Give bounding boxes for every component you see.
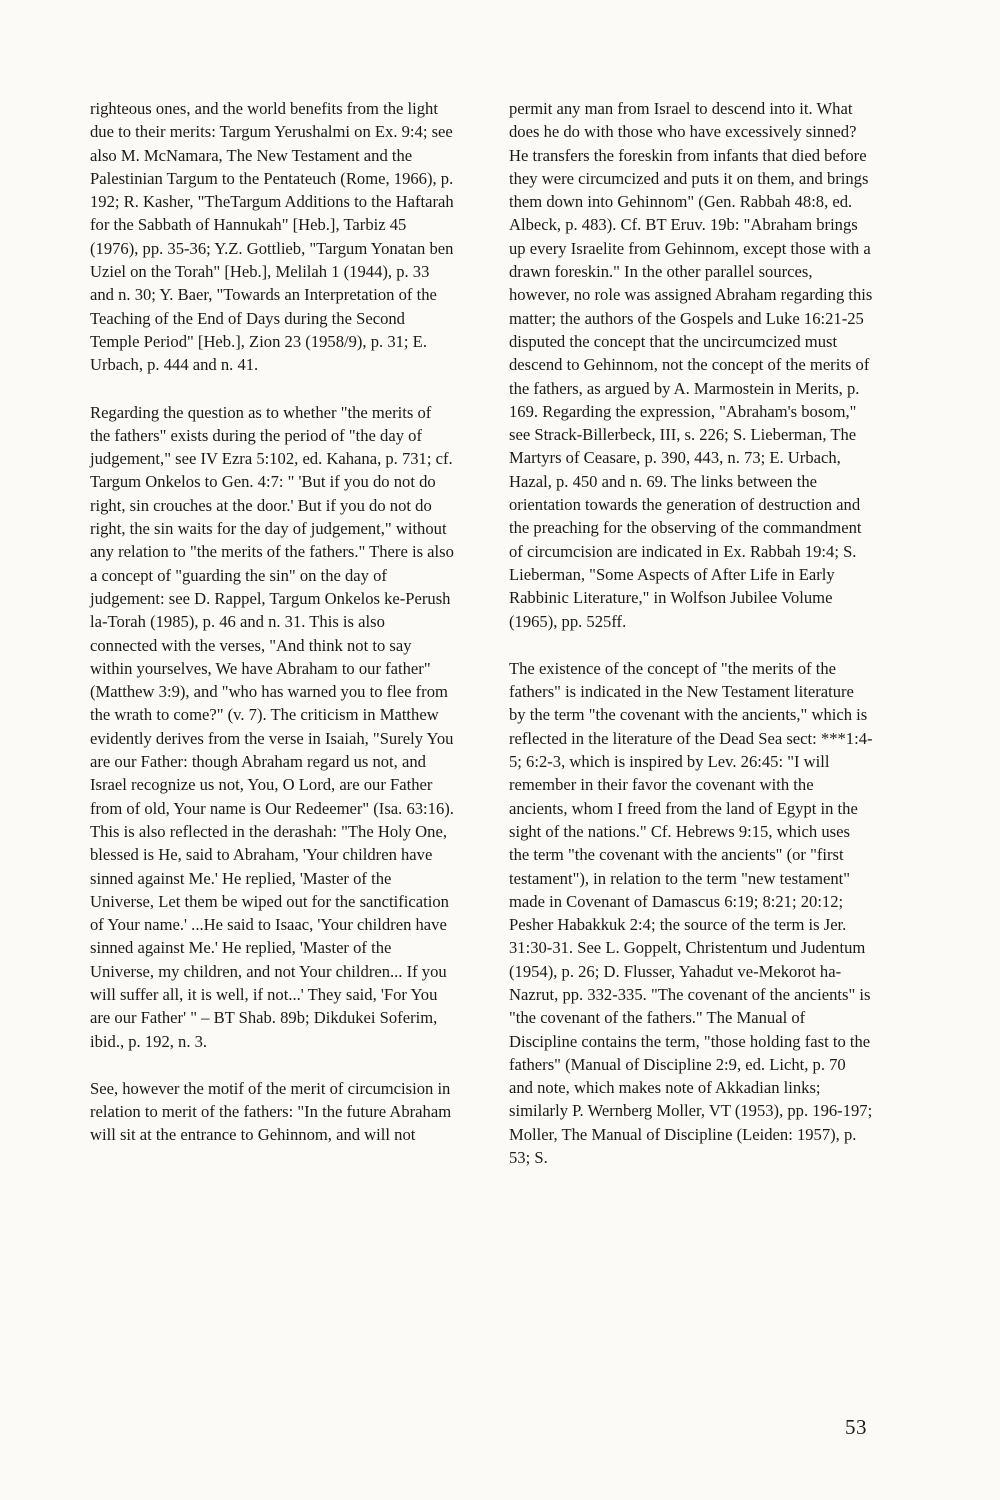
footnote-paragraph: See, however the motif of the merit of circumcision in relation to merit of the fathers: "In the future Abraham will sit at the entrance to Gehinnom, and will not — [90, 1078, 452, 1145]
footnote-paragraph: The existence of the concept of "the merits of the fathers" is indicated in the New Testament literature by the term "the covenant with the ancients," which is reflected in the literature of the Dead Sea sect: ***1:4-5; 6:2-3, which is inspired by Lev. 26:45: "I will remember in their favor the covenant with the ancients, whom I freed from the land of Egypt in the sight of the nations." Cf. Hebrews 9:15, which uses the term "the covenant with the ancients" (or "first testament"), in relation to the term "new testament" made in Covenant of Damascus 6:19; 8:21; 20:12; Pesher Habakkuk 2:4; the source of the term is Jer. 31:30-31. See L. Goppelt, Christentum und Judentum (1954), p. 26; D. Flusser, Yahadut ve-Mekorot ha-Nazrut, pp. 332-335. "The covenant of the ancients" is "the covenant of the fathers." The Manual of Discipline contains the term, "those holding fast to the fathers" (Manual of Discipline 2:9, ed. Licht, p. 70 and note, which makes note of Akkadian links; similarly P. Wernberg Moller, VT (1953), pp. 196-197; Moller, The Manual of Discipline (Leiden: 1957), p. 53; S. — [509, 658, 873, 1168]
footnote-paragraph: righteous ones, and the world benefits from the light due to their merits: Targum Yerushalmi on Ex. 9:4; see also M. McNamara, The New Testament and the Palestinian Targum to the Pentateuch (Rome, 1966), p. 192; R. Kasher, "TheTargum Additions to the Haftarah for the Sabbath of Hannukah" [Heb.], Tarbiz 45 (1976), pp. 35-36; Y.Z. Gottlieb, "Targum Yonatan ben Uziel on the Torah" [Heb.], Melilah 1 (1944), p. 33 and n. 30; Y. Baer, "Towards an Interpretation of the Teaching of the End of Days during the Second Temple Period" [Heb.], Zion 23 (1958/9), p. 31; E. Urbach, p. 444 and n. 41. — [90, 99, 454, 375]
footnote-paragraph: permit any man from Israel to descend into it. What does he do with those who have excessively sinned? He transfers the foreskin from infants that died before they were circumcized and puts it on them, and brings them down into Gehinnom" (Gen. Rabbah 48:8, ed. Albeck, p. 483). Cf. BT Eruv. 19b: "Abraham brings up every Israelite from Gehinnom, except those with a drawn foreskin." In the other parallel sources, however, no role was assigned Abraham regarding this matter; the authors of the Gospels and Luke 16:21-25 disputed the concept that the uncircumcized must descend to Gehinnom, not the concept of the merits of the fathers, as argued by A. Marmostein in Merits, p. 169. Regarding the expression, "Abraham's bosom," see Strack-Billerbeck, III, s. 226; S. Lieberman, The Martyrs of Ceasare, p. 390, 443, n. 73; E. Urbach, Hazal, p. 450 and n. 69. The links between the orientation towards the generation of destruction and the preaching for the observing of the commandment of circumcision are indicated in Ex. Rabbah 19:4; S. Lieberman, "Some Aspects of After Life in Early Rabbinic Literature," in Wolfson Jubilee Volume (1965), pp. 525ff. — [509, 99, 873, 631]
right-column — [509, 97, 873, 1169]
page-number: 53 — [845, 1415, 867, 1439]
left-column — [90, 97, 454, 1147]
footnote-paragraph: Regarding the question as to whether "the merits of the fathers" exists during the period of "the day of judgement," see IV Ezra 5:102, ed. Kahana, p. 731; cf. Targum Onkelos to Gen. 4:7: " 'But if you do not do right, sin crouches at the door.' But if you do not do right, the sin waits for the day of judgement," without any relation to "the merits of the fathers." There is also a concept of "guarding the sin" on the day of judgement: see D. Rappel, Targum Onkelos ke-Perush la-Torah (1985), p. 46 and n. 31. This is also connected with the verses, "And think not to say within yourselves, We have Abraham to our father" (Matthew 3:9), and "who has warned you to flee from the wrath to come?" (v. 7). The criticism in Matthew evidently derives from the verse in Isaiah, "Surely You are our Father: though Abraham regard us not, and Israel recognize us not, You, O Lord, are our Father from of old, Your name is Our Redeemer" (Isa. 63:16). This is also reflected in the derashah: "The Holy One, blessed is He, said to Abraham, 'Your children have sinned against Me.' He replied, 'Master of the Universe, Let them be wiped out for the sanctification of Your name.' ...He said to Isaac, 'Your children have sinned against Me.' He replied, 'Master of the Universe, my children, and not Your children... If you will suffer all, it is well, if not...' They said, 'For You are our Father' " – BT Shab. 89b; Dikdukei Soferim, ibid., p. 192, n. 3. — [90, 402, 454, 1051]
